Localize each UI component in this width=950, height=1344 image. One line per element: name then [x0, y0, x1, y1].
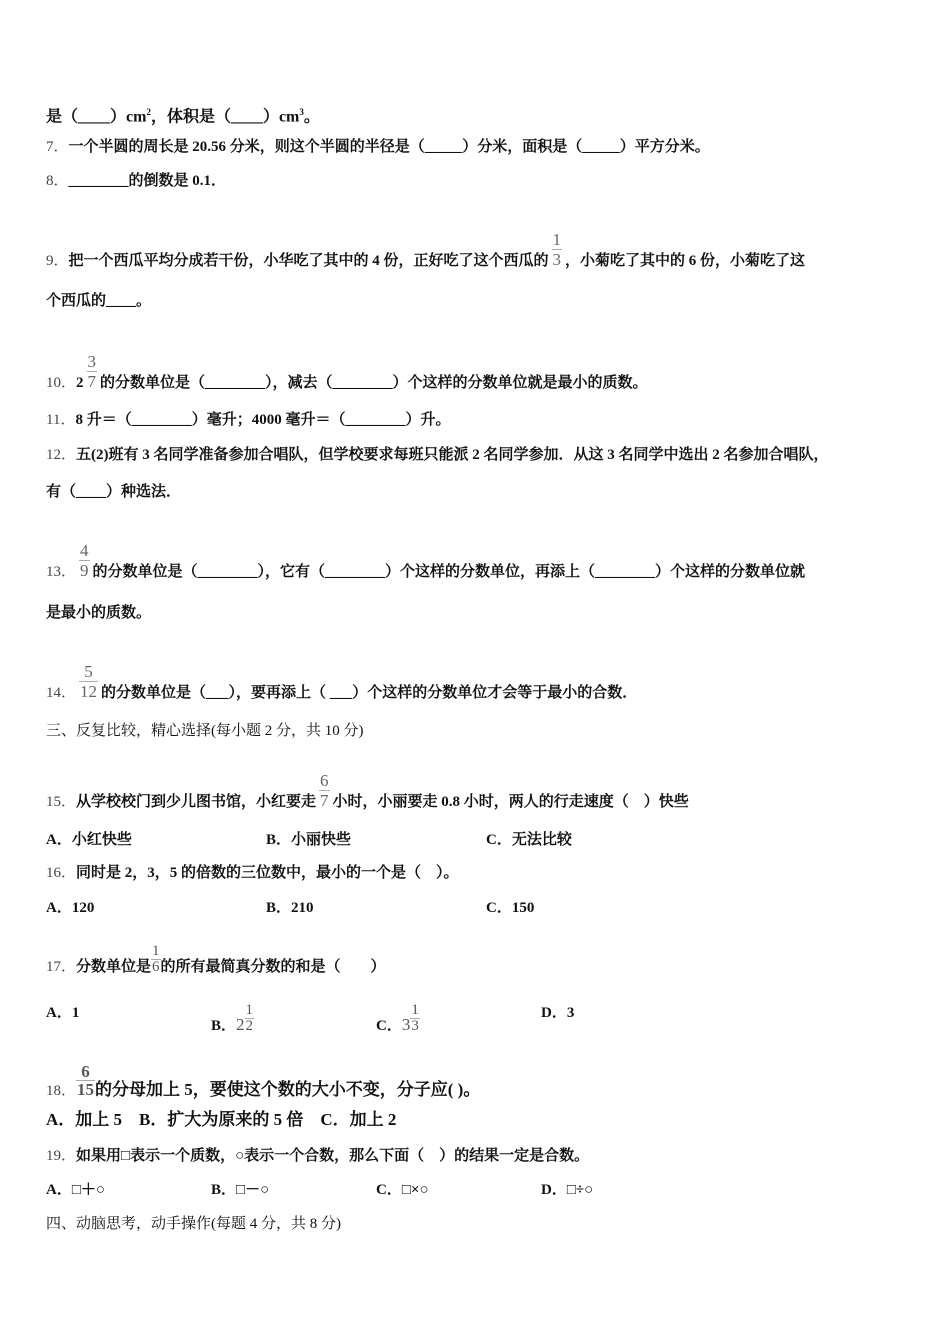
superscript: 2: [146, 107, 151, 117]
question-text: 8 升＝（________）毫升；4000 毫升＝（________）升。: [75, 412, 451, 428]
numerator: 1: [411, 1002, 419, 1018]
fraction: [87, 352, 98, 391]
question-text: 的分母加上 5，要使这个数的大小不变，分子应( )。: [95, 1080, 481, 1099]
fraction: [79, 541, 90, 580]
option-b[interactable]: B．210: [266, 900, 314, 916]
fraction: [410, 1003, 420, 1034]
option-a[interactable]: A．120: [46, 900, 95, 916]
fraction: [151, 944, 161, 975]
question-12: [46, 445, 829, 465]
question-12-cont: 有（____）种选法．: [46, 484, 182, 500]
numerator: 1: [552, 230, 562, 249]
denominator: 7: [320, 791, 329, 810]
numerator: 1: [152, 943, 160, 959]
denominator: 12: [80, 682, 98, 701]
text: 。: [303, 108, 320, 126]
text: 是（____）cm: [46, 108, 147, 126]
question-text: 的分数单位是（________），它有（________）个这样的分数单位，再添上（________）个这样的分数单位就: [92, 564, 806, 580]
whole-number: 2: [76, 375, 84, 391]
question-number: 9．: [46, 253, 69, 269]
question-13: [46, 541, 805, 582]
question-16: [46, 863, 459, 883]
option-label: C．: [376, 1018, 402, 1034]
option-d[interactable]: [541, 1003, 574, 1023]
option-b[interactable]: [211, 1003, 254, 1036]
option-value: 1: [71, 1005, 80, 1021]
question-number: 15．: [46, 794, 77, 810]
question-number: 10．: [46, 375, 77, 391]
option-c[interactable]: C．□×○: [376, 1182, 429, 1198]
denominator: 15: [77, 1080, 95, 1099]
text: ，体积是（____）cm: [150, 108, 300, 126]
question-text: 从学校校门到少儿图书馆，小红要走: [76, 794, 317, 810]
question-text: 把一个西瓜平均分成若干份，小华吃了其中的 4 份，正好吃了这个西瓜的: [68, 253, 549, 269]
question-number: 13．: [46, 564, 77, 580]
question-text: 小时，小丽要走 0.8 小时，两人的行走速度（ ）快些: [332, 794, 689, 810]
option-label: B．: [211, 1018, 237, 1034]
option-label: A．: [46, 1005, 72, 1021]
question-18: [46, 1063, 480, 1101]
q6-continuation: [46, 102, 320, 127]
numerator: 3: [87, 352, 97, 371]
question-number: 12．: [46, 447, 77, 463]
question-number: 8．: [46, 173, 69, 189]
denominator: 3: [552, 250, 562, 269]
question-number: 14．: [46, 685, 77, 701]
superscript: 3: [299, 107, 304, 117]
option-c[interactable]: C．150: [486, 900, 535, 916]
question-9: [46, 230, 805, 271]
fraction: [245, 1003, 255, 1034]
question-8: [46, 171, 226, 191]
question-text: 的分数单位是（________），减去（________）个这样的分数单位就是最小的质数。: [100, 375, 648, 391]
option-c[interactable]: C．无法比较: [486, 832, 572, 848]
question-15: [46, 771, 689, 812]
question-text: 一个半圆的周长是 20.56 分米，则这个半圆的半径是（_____）分米，面积是（_____）平方分米。: [68, 139, 710, 155]
denominator: 9: [80, 561, 89, 580]
numerator: 6: [320, 771, 329, 790]
question-9-cont: 个西瓜的____。: [46, 293, 152, 309]
option-value: 3: [566, 1005, 575, 1021]
question-text: 的分数单位是（___），要再添上（ ___）个这样的分数单位才会等于最小的合数．: [101, 685, 638, 701]
question-10: [46, 352, 648, 393]
denominator: 3: [411, 1018, 419, 1034]
fraction: [76, 1063, 95, 1098]
question-number: 18．: [46, 1083, 77, 1099]
question-number: 7．: [46, 139, 69, 155]
denominator: 2: [245, 1018, 254, 1034]
section-3-heading: 三、反复比较，精心选择(每小题 2 分，共 10 分): [46, 723, 364, 739]
numerator: 6: [81, 1062, 90, 1081]
question-number: 16．: [46, 865, 77, 881]
question-17: [46, 944, 386, 977]
question-number: 11．: [46, 412, 76, 428]
option-a[interactable]: [46, 1003, 79, 1023]
option-b[interactable]: B．□－○: [211, 1182, 270, 1198]
option-label: D．: [541, 1005, 567, 1021]
option-a[interactable]: A．□＋○: [46, 1182, 105, 1198]
fraction: [79, 662, 98, 701]
question-text: 同时是 2，3，5 的倍数的三位数中，最小的一个是（ ）。: [76, 865, 459, 881]
whole-number: 2: [236, 1015, 245, 1034]
denominator: 6: [152, 959, 160, 975]
denominator: 7: [87, 372, 97, 391]
numerator: 5: [84, 662, 93, 681]
section-4-heading: 四、动脑思考，动手操作(每题 4 分，共 8 分): [46, 1216, 341, 1232]
question-17-options: [46, 1002, 906, 1034]
question-text: ，小菊吃了其中的 6 份，小菊吃了这: [565, 253, 806, 269]
question-number: 19．: [46, 1148, 77, 1164]
question-text: ________的倒数是 0.1．: [68, 173, 227, 189]
question-18-options[interactable]: A．加上 5 B．扩大为原来的 5 倍 C．加上 2: [46, 1110, 397, 1129]
question-text: 五(2)班有 3 名同学准备参加合唱队，但学校要求每班只能派 2 名同学参加．从这 3 名同学中选出 2 名参加合唱队，: [76, 447, 829, 463]
numerator: 4: [80, 541, 89, 560]
numerator: 1: [245, 1002, 254, 1018]
option-d[interactable]: D．□÷○: [541, 1182, 594, 1198]
question-7: [46, 137, 710, 157]
question-15-options: [46, 830, 906, 850]
question-text: 的所有最简真分数的和是（ ）: [160, 959, 386, 975]
fraction: [319, 771, 330, 810]
option-c[interactable]: [376, 1003, 420, 1036]
question-11: [46, 410, 450, 430]
question-text: 如果用□表示一个质数，○表示一个合数，那么下面（ ）的结果一定是合数。: [76, 1148, 590, 1164]
question-number: 17．: [46, 959, 77, 975]
whole-number: 3: [401, 1015, 411, 1034]
question-19-options: [46, 1180, 906, 1200]
question-text: 分数单位是: [76, 959, 152, 975]
question-16-options: [46, 898, 906, 918]
question-14: [46, 662, 637, 703]
fraction: [552, 230, 563, 269]
option-b[interactable]: B．小丽快些: [266, 832, 352, 848]
question-13-cont: 是最小的质数。: [46, 605, 152, 621]
option-a[interactable]: A．小红快些: [46, 832, 132, 848]
question-19: [46, 1146, 589, 1166]
